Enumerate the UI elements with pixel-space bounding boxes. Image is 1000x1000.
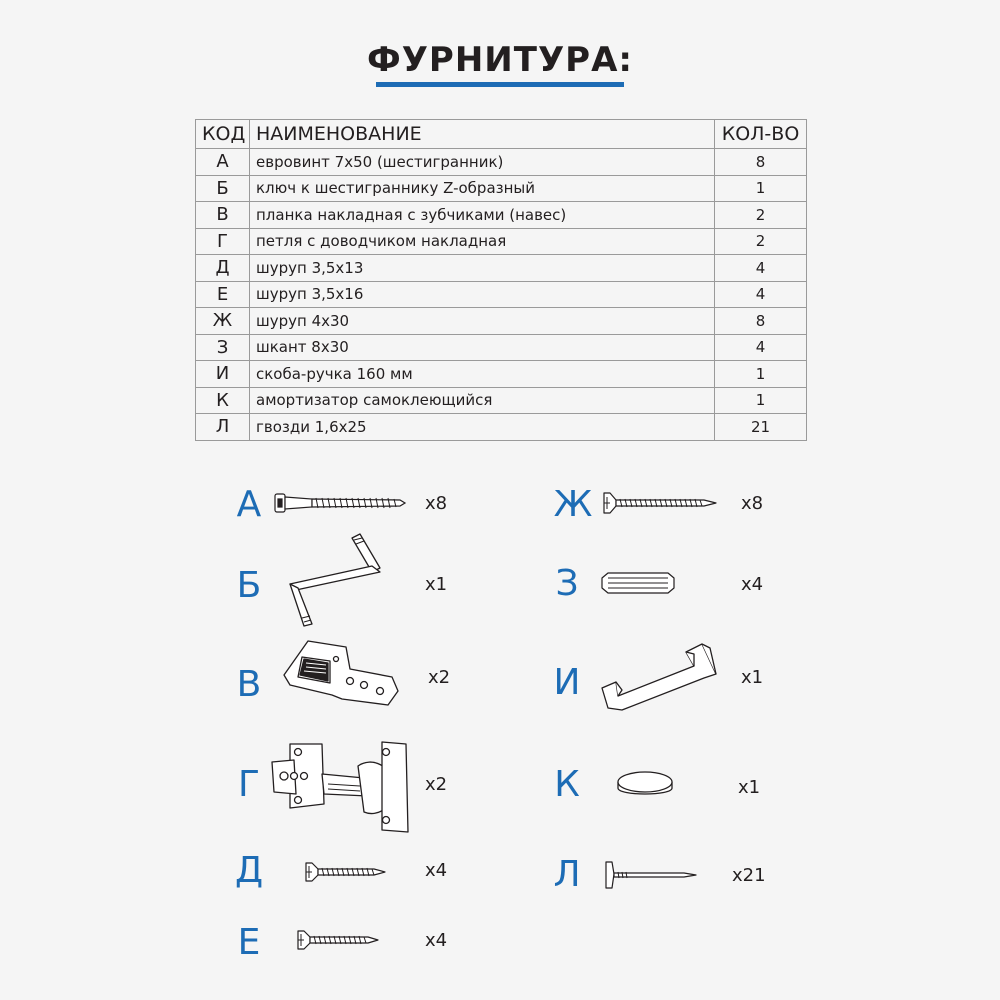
table-header-row [196,120,807,149]
row-code: В [196,202,250,229]
row-code: Л [196,414,250,441]
row-code: А [196,149,250,176]
table-row [196,175,807,202]
bumper-icon [614,766,676,802]
row-code: Ж [196,308,250,335]
row-name: ключ к шестиграннику Z-образный [250,175,715,202]
part-qty: x4 [425,860,448,881]
row-code: И [196,361,250,388]
row-qty: 21 [715,414,807,441]
long-screw-icon [600,490,718,516]
hex-key-icon [282,532,387,627]
row-name: евровинт 7х50 (шестигранник) [250,149,715,176]
part-qty: x1 [425,574,448,595]
hardware-table [195,119,807,441]
part-letter: З [555,563,579,604]
row-qty: 4 [715,255,807,282]
dowel-icon [600,570,676,596]
row-code: К [196,387,250,414]
hinge-icon [268,738,414,834]
row-qty: 1 [715,175,807,202]
table-row [196,387,807,414]
part-letter: И [553,662,581,703]
row-code: Б [196,175,250,202]
header-code: КОД [196,120,250,149]
part-letter: К [554,764,580,805]
row-code: Д [196,255,250,282]
row-qty: 4 [715,334,807,361]
part-qty: x8 [741,493,764,514]
page-title: ФУРНИТУРА: [367,40,633,80]
row-qty: 8 [715,149,807,176]
part-qty: x21 [732,865,766,886]
row-qty: 1 [715,387,807,414]
row-name: скоба-ручка 160 мм [250,361,715,388]
part-letter: Л [553,854,581,895]
table-row [196,228,807,255]
row-name: шкант 8х30 [250,334,715,361]
part-qty: x1 [738,777,761,798]
title-underline [376,82,624,87]
row-qty: 8 [715,308,807,335]
part-letter: Г [238,764,260,805]
table-row [196,361,807,388]
hanger-plate-icon [280,637,402,707]
row-code: Г [196,228,250,255]
part-letter: Ж [553,484,593,525]
part-letter: А [236,484,262,525]
table-row [196,308,807,335]
part-qty: x4 [741,574,764,595]
row-qty: 2 [715,228,807,255]
table-row [196,149,807,176]
row-code: Е [196,281,250,308]
table-row [196,255,807,282]
part-qty: x1 [741,667,764,688]
part-qty: x2 [425,774,448,795]
nail-icon [602,860,698,890]
part-letter: В [236,664,262,705]
row-name: шуруп 4х30 [250,308,715,335]
euro-screw-icon [272,488,407,518]
part-letter: Д [234,850,264,891]
part-qty: x8 [425,493,448,514]
row-code: З [196,334,250,361]
row-name: шуруп 3,5х13 [250,255,715,282]
row-name: гвозди 1,6х25 [250,414,715,441]
table-row [196,281,807,308]
header-qty: КОЛ-ВО [715,120,807,149]
screw-icon [294,928,380,952]
table-row [196,334,807,361]
part-letter: Б [236,565,262,606]
table-row [196,202,807,229]
row-qty: 1 [715,361,807,388]
part-qty: x2 [428,667,451,688]
row-qty: 4 [715,281,807,308]
row-qty: 2 [715,202,807,229]
row-name: петля с доводчиком накладная [250,228,715,255]
row-name: амортизатор самоклеющийся [250,387,715,414]
row-name: планка накладная с зубчиками (навес) [250,202,715,229]
table-row [196,414,807,441]
handle-icon [598,640,720,712]
part-qty: x4 [425,930,448,951]
header-name: НАИМЕНОВАНИЕ [250,120,715,149]
short-screw-icon [302,860,388,884]
row-name: шуруп 3,5х16 [250,281,715,308]
part-letter: Е [237,922,261,963]
